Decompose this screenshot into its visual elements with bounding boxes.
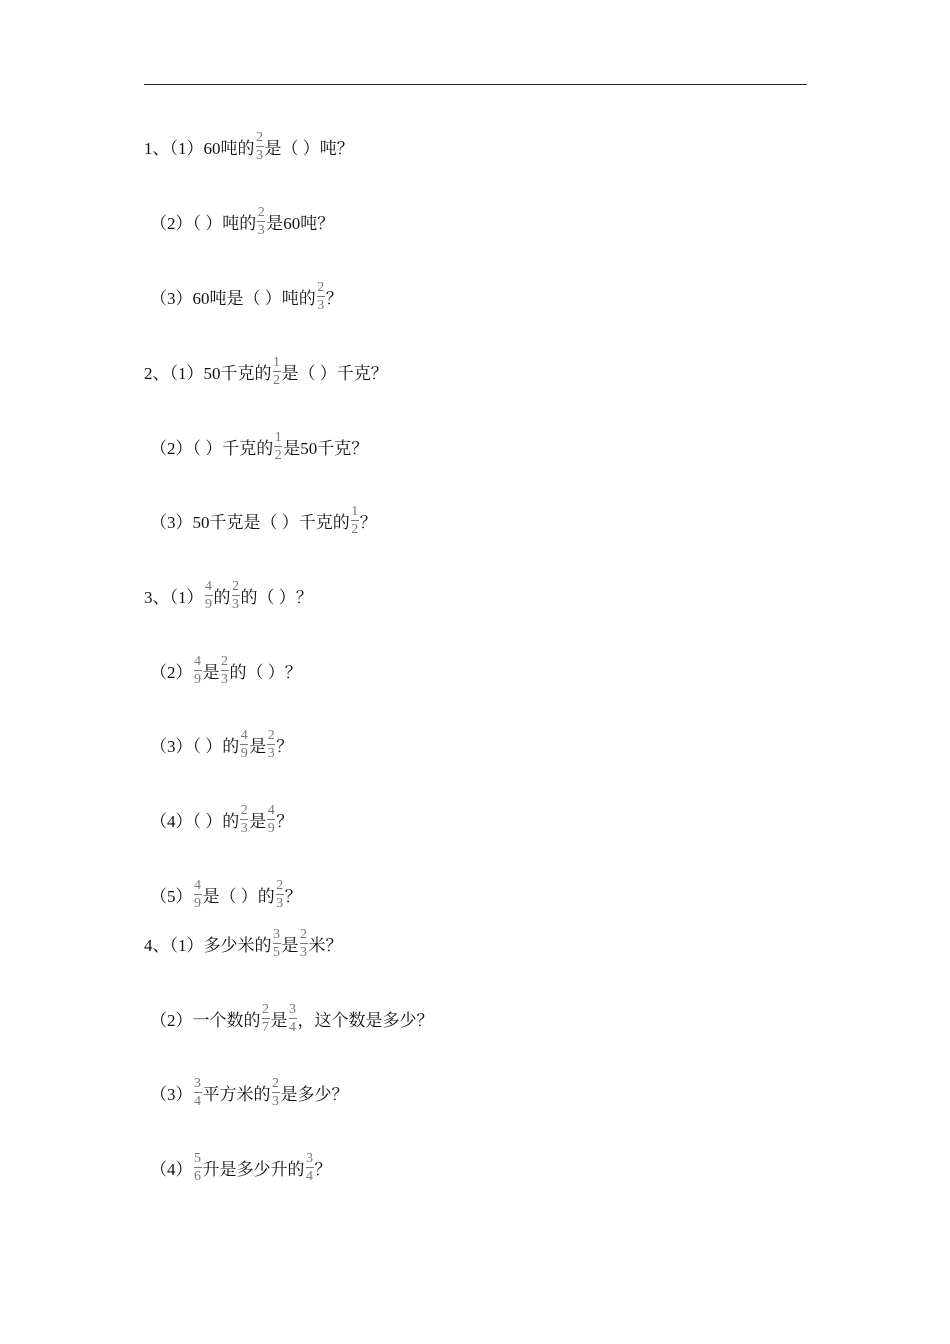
fraction: [272, 1076, 280, 1109]
fraction-denominator: 3: [221, 671, 228, 687]
question-line: [150, 201, 334, 241]
fraction: [289, 1002, 297, 1035]
fraction-bar: [232, 595, 240, 596]
question-text: 升是多少升的: [202, 1159, 305, 1179]
fraction-numerator: 3: [194, 1075, 201, 1091]
question-line: [150, 998, 434, 1038]
fraction-bar: [256, 146, 264, 147]
fraction: [273, 355, 281, 388]
fraction-numerator: 5: [194, 1150, 201, 1166]
fraction-numerator: 2: [300, 926, 307, 942]
fraction-numerator: 2: [272, 1075, 279, 1091]
question-text: （3）50千克是（ ）千克的: [150, 512, 350, 532]
question-text: 是60吨？: [266, 213, 335, 233]
fraction-numerator: 2: [257, 204, 265, 220]
question-text: 是50千克？: [283, 438, 369, 458]
question-line: [150, 500, 377, 540]
fraction-denominator: 9: [194, 895, 201, 911]
question-text: 米？: [308, 935, 343, 955]
fraction: [317, 280, 325, 313]
fraction-numerator: 2: [232, 578, 239, 594]
fraction-numerator: 2: [240, 802, 248, 818]
fraction-bar: [205, 595, 213, 596]
fraction-denominator: 3: [317, 297, 325, 313]
fraction: [221, 654, 229, 687]
fraction-bar: [240, 744, 248, 745]
fraction-numerator: 3: [306, 1150, 313, 1166]
fraction-denominator: 2: [274, 447, 282, 463]
question-text: 的（ ）？: [240, 587, 313, 607]
fraction-bar: [194, 1167, 202, 1168]
fraction-denominator: 2: [351, 521, 359, 537]
question-text: 4、（1）多少米的: [144, 935, 272, 955]
question-text: （4）: [150, 1159, 193, 1179]
question-text: （2）一个数的: [150, 1010, 261, 1030]
question-text: （3）: [150, 1084, 193, 1104]
fraction: [267, 728, 275, 761]
fraction-bar: [317, 296, 325, 297]
question-text: 1、（1）60吨的: [144, 138, 255, 158]
fraction-numerator: 2: [221, 653, 228, 669]
fraction-denominator: 9: [194, 671, 201, 687]
fraction-numerator: 4: [267, 802, 275, 818]
fraction-numerator: 3: [289, 1001, 296, 1017]
fraction-denominator: 3: [256, 147, 263, 163]
fraction-bar: [272, 1092, 280, 1093]
fraction: [205, 579, 213, 612]
fraction: [194, 1076, 202, 1109]
fraction: [240, 728, 248, 761]
fraction-bar: [289, 1018, 297, 1019]
fraction-denominator: 3: [257, 222, 265, 238]
question-text: ，这个数是多少？: [297, 1010, 434, 1030]
fraction-bar: [274, 446, 282, 447]
question-line: [150, 650, 302, 690]
fraction-numerator: 4: [194, 653, 201, 669]
fraction-bar: [194, 1092, 202, 1093]
fraction-numerator: 1: [273, 354, 280, 370]
fraction-denominator: 4: [194, 1093, 201, 1109]
fraction-denominator: 9: [240, 745, 248, 761]
question-text: ？: [325, 288, 343, 308]
fraction-bar: [300, 943, 308, 944]
fraction: [306, 1151, 314, 1184]
question-text: （4）（ ）的: [150, 811, 240, 831]
question-line: [150, 799, 293, 839]
fraction: [194, 1151, 202, 1184]
fraction-numerator: 1: [274, 429, 282, 445]
fraction-numerator: 4: [194, 877, 201, 893]
question-text: 是: [202, 662, 220, 682]
question-text: 是: [270, 1010, 288, 1030]
fraction-bar: [306, 1167, 314, 1168]
fraction-bar: [262, 1018, 270, 1019]
fraction: [267, 803, 275, 836]
fraction-numerator: 2: [276, 877, 284, 893]
fraction-denominator: 4: [306, 1168, 313, 1184]
fraction-denominator: 3: [276, 895, 284, 911]
question-line: [144, 575, 313, 615]
fraction-bar: [267, 744, 275, 745]
fraction-bar: [351, 520, 359, 521]
header-rule: [144, 84, 807, 85]
question-line: [150, 1072, 349, 1112]
fraction: [194, 654, 202, 687]
fraction-denominator: 3: [232, 596, 239, 612]
fraction-bar: [221, 670, 229, 671]
question-line: [150, 724, 293, 764]
question-text: ？: [359, 512, 377, 532]
fraction: [256, 130, 264, 163]
question-text: 是（ ）的: [202, 886, 275, 906]
fraction-bar: [273, 943, 281, 944]
question-text: 是（ ）千克？: [281, 363, 388, 383]
question-text: 是（ ）吨？: [264, 138, 354, 158]
fraction: [257, 205, 265, 238]
fraction-numerator: 3: [273, 926, 280, 942]
fraction-denominator: 4: [289, 1019, 296, 1035]
question-text: （5）: [150, 886, 193, 906]
question-text: ？: [276, 736, 294, 756]
question-text: 是: [249, 811, 267, 831]
question-line: [150, 874, 302, 914]
fraction-numerator: 2: [317, 279, 325, 295]
fraction-bar: [194, 894, 202, 895]
fraction-denominator: 9: [205, 596, 212, 612]
fraction-bar: [273, 371, 281, 372]
question-text: 是: [281, 935, 299, 955]
fraction-bar: [276, 894, 284, 895]
fraction-bar: [267, 819, 275, 820]
question-text: 3、（1）: [144, 587, 204, 607]
fraction-denominator: 2: [273, 372, 280, 388]
fraction-numerator: 1: [351, 503, 359, 519]
fraction: [300, 927, 308, 960]
fraction-numerator: 2: [262, 1001, 269, 1017]
question-text: 是多少？: [280, 1084, 349, 1104]
fraction-bar: [257, 221, 265, 222]
fraction: [351, 504, 359, 537]
question-line: [150, 1147, 332, 1187]
fraction: [262, 1002, 270, 1035]
fraction-numerator: 4: [205, 578, 212, 594]
question-line: [150, 276, 343, 316]
question-text: （2）（ ）千克的: [150, 438, 274, 458]
fraction: [274, 430, 282, 463]
fraction-denominator: 6: [194, 1168, 201, 1184]
fraction-numerator: 4: [240, 727, 248, 743]
fraction-denominator: 9: [267, 820, 275, 836]
fraction: [273, 927, 281, 960]
fraction-denominator: 3: [240, 820, 248, 836]
question-text: ？: [276, 811, 294, 831]
fraction-denominator: 5: [273, 944, 280, 960]
fraction-denominator: 3: [272, 1093, 279, 1109]
question-text: （2）（ ）吨的: [150, 213, 257, 233]
question-line: [144, 351, 388, 391]
question-text: 2、（1）50千克的: [144, 363, 272, 383]
fraction: [194, 878, 202, 911]
fraction-bar: [240, 819, 248, 820]
question-text: 的（ ）？: [229, 662, 302, 682]
fraction: [240, 803, 248, 836]
question-text: ？: [314, 1159, 332, 1179]
fraction-numerator: 2: [267, 727, 275, 743]
question-text: （2）: [150, 662, 193, 682]
fraction-bar: [194, 670, 202, 671]
fraction-numerator: 2: [256, 129, 263, 145]
fraction: [232, 579, 240, 612]
fraction-denominator: 3: [267, 745, 275, 761]
question-text: ？: [284, 886, 302, 906]
fraction-denominator: 3: [300, 944, 307, 960]
question-line: [144, 126, 354, 166]
fraction-denominator: 7: [262, 1019, 269, 1035]
question-text: （3）60吨是（ ）吨的: [150, 288, 316, 308]
question-text: 平方米的: [202, 1084, 271, 1104]
question-text: （3）（ ）的: [150, 736, 240, 756]
fraction: [276, 878, 284, 911]
question-line: [150, 426, 368, 466]
question-text: 是: [249, 736, 267, 756]
question-line: [144, 923, 343, 963]
question-text: 的: [213, 587, 231, 607]
